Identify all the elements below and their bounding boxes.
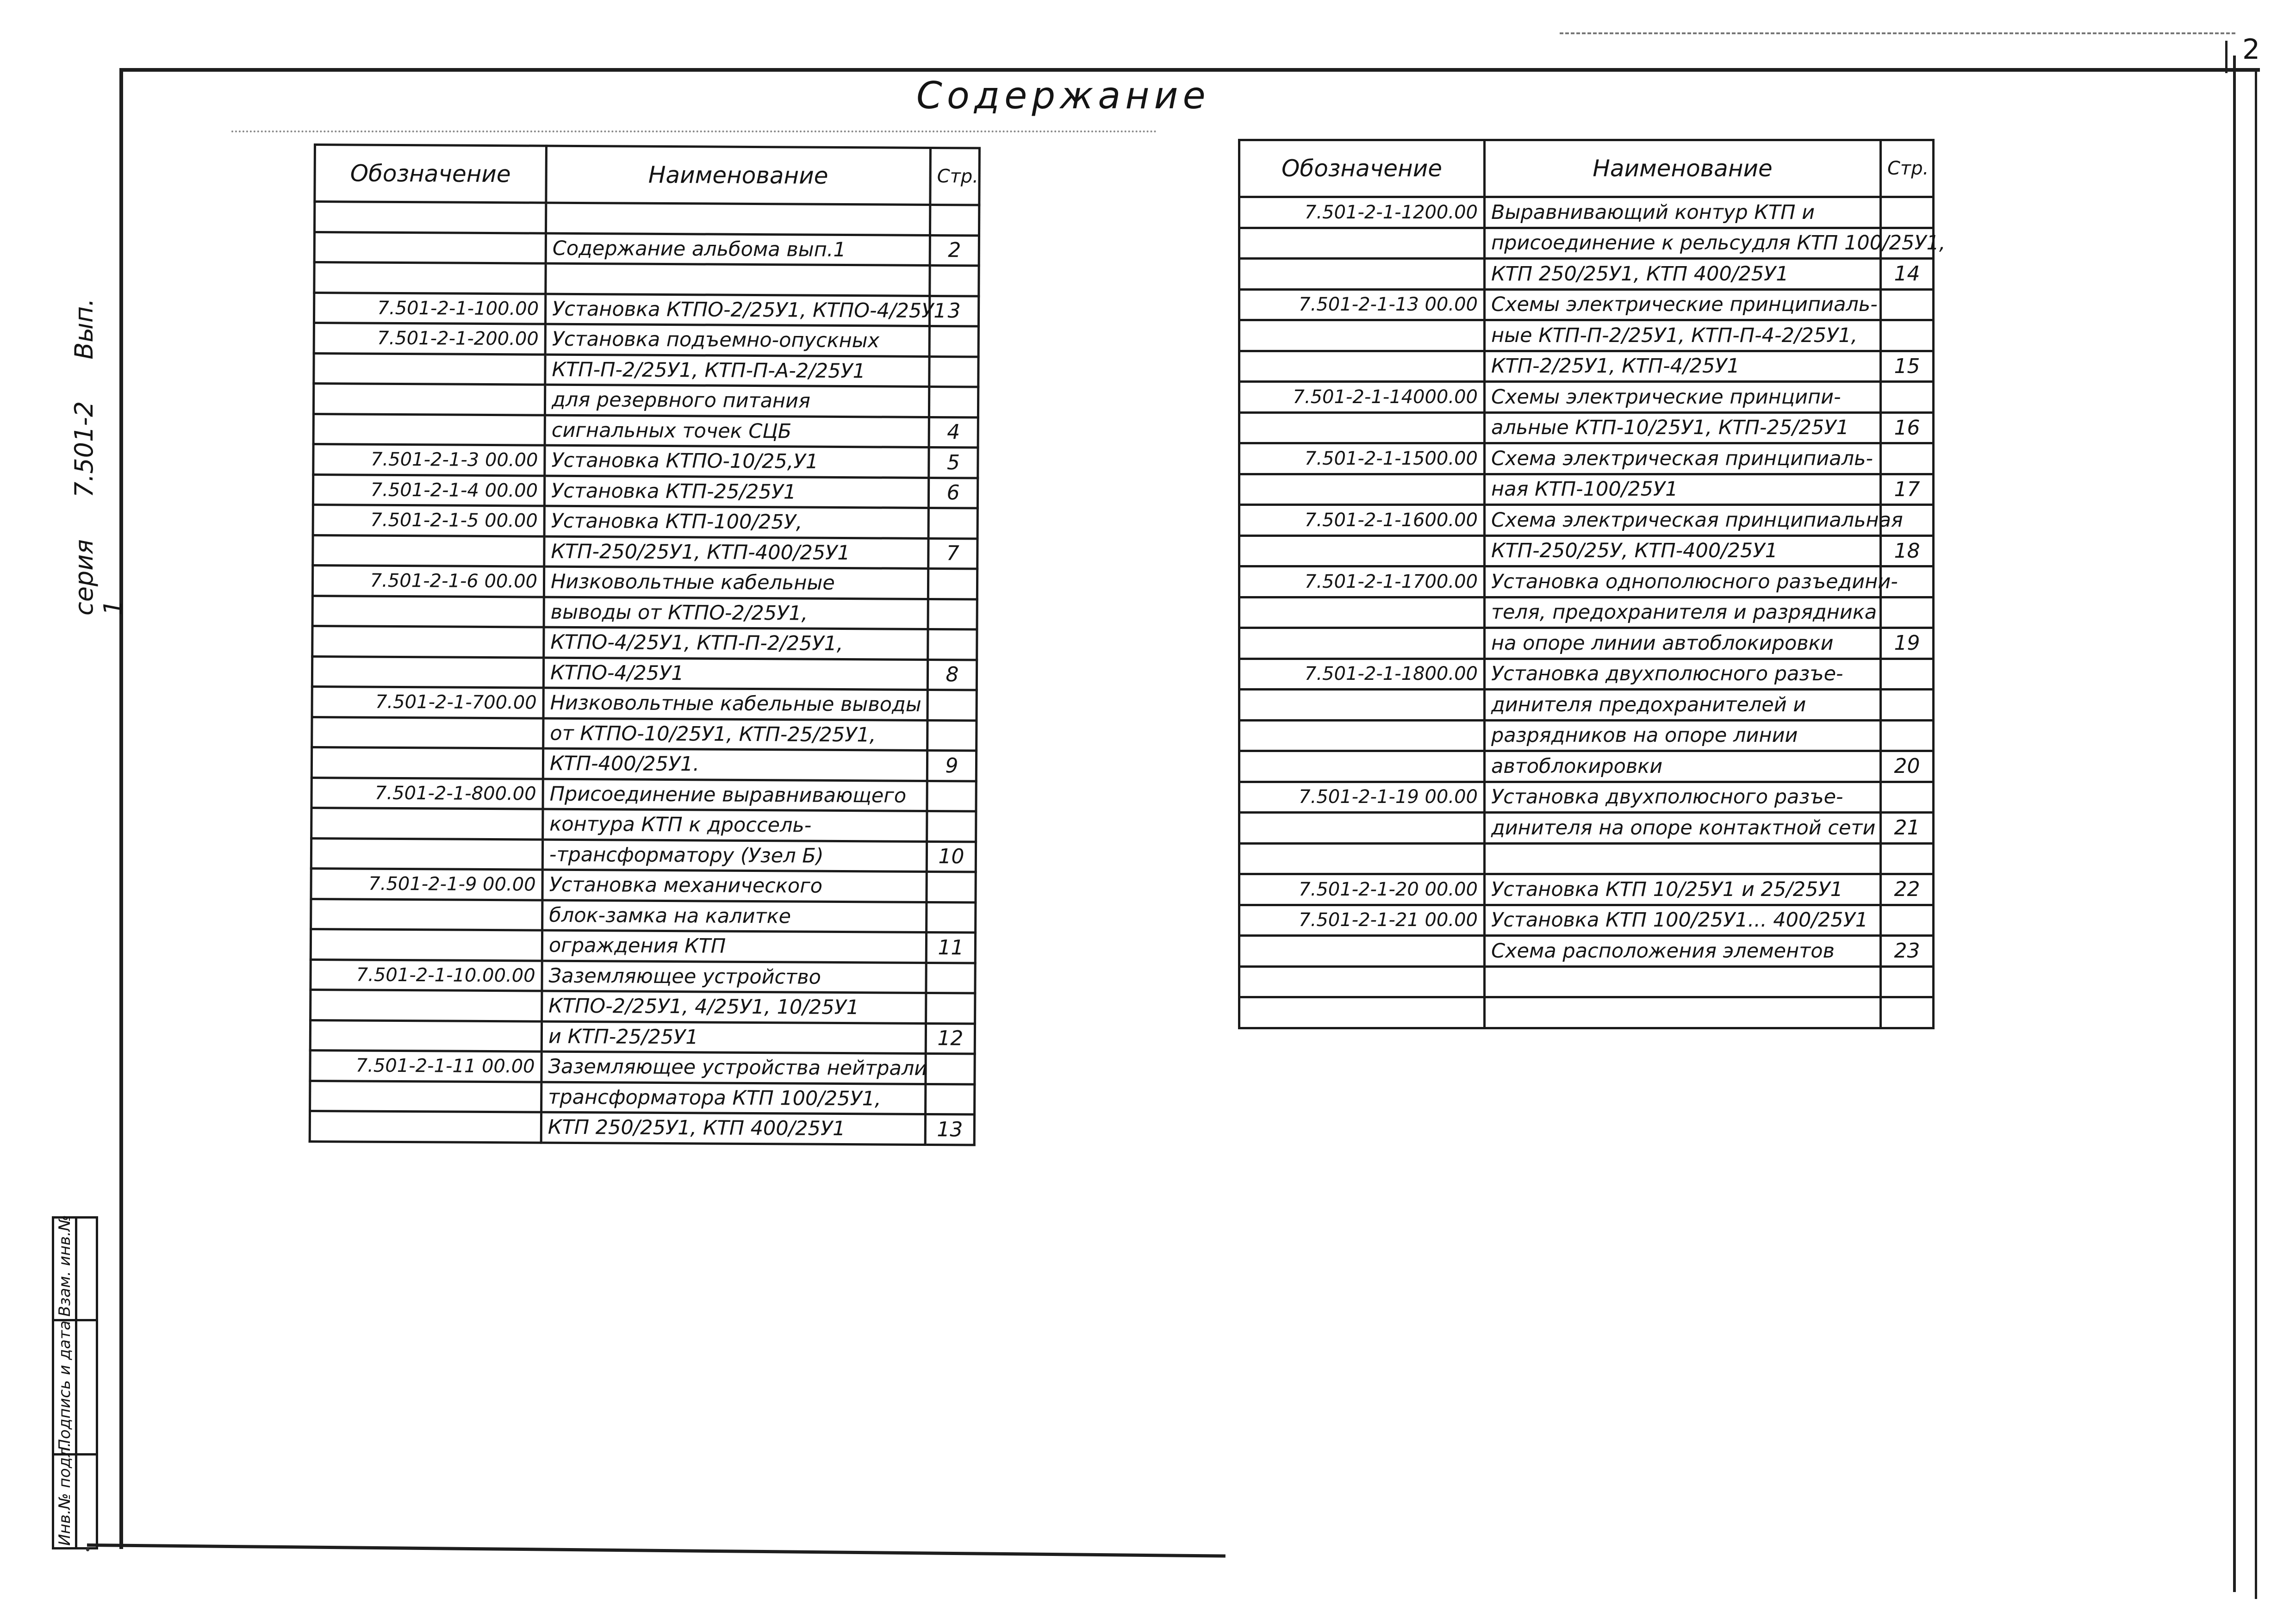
table-row	[311, 899, 976, 933]
table-row	[1239, 566, 1934, 597]
title-dotted-rule	[231, 131, 1157, 132]
designation-cell: 7.501-2-1-800.00	[311, 778, 543, 809]
frame-right-border-outer	[2255, 72, 2257, 1599]
frame-bottom-border	[87, 1543, 1226, 1558]
page-cell: 20	[1881, 751, 1934, 782]
designation-cell	[1239, 228, 1485, 259]
header-name: Наименование	[546, 146, 931, 205]
designation-cell: 7.501-2-1-10.00.00	[311, 959, 542, 991]
header-designation: Обозначение	[315, 145, 547, 203]
designation-cell: 7.501-2-1-6 00.00	[312, 566, 544, 597]
name-cell: Низковольтные кабельные	[544, 566, 928, 599]
page-cell: 14	[1881, 259, 1934, 290]
page-cell: 18	[1881, 535, 1934, 566]
table-header-row	[1239, 140, 1934, 197]
page-cell	[1881, 289, 1934, 320]
designation-cell	[311, 989, 542, 1021]
table-row	[1239, 997, 1934, 1028]
designation-cell: 7.501-2-1-5 00.00	[313, 505, 544, 536]
frame-top-border	[123, 68, 2260, 72]
name-cell: КТП-250/25У1, КТП-400/25У1	[544, 536, 928, 569]
corner-mark	[86, 1548, 89, 1551]
name-cell: трансформатора КТП 100/25У1,	[541, 1082, 926, 1114]
designation-cell	[311, 838, 542, 870]
designation-cell	[312, 717, 543, 748]
designation-cell	[1239, 412, 1485, 443]
header-page: Стр.	[930, 148, 980, 205]
designation-cell	[1239, 597, 1485, 628]
name-cell: Установка КТП-25/25У1	[544, 476, 928, 508]
table-row	[314, 232, 979, 266]
page-cell	[1881, 720, 1934, 751]
table-row	[1239, 782, 1934, 813]
designation-cell	[311, 808, 543, 839]
name-cell: Установка КТПО-2/25У1, КТПО-4/25У1	[545, 294, 929, 326]
series-label	[69, 292, 128, 616]
page-cell: 7	[928, 538, 977, 569]
name-cell: Установка двухполюсного разъе-	[1485, 782, 1881, 813]
name-cell: разрядников на опоре линии	[1485, 720, 1881, 751]
table-row	[312, 717, 977, 751]
name-cell: -трансформатору (Узел Б)	[542, 840, 927, 872]
name-cell: Схемы электрические принципи-	[1485, 382, 1881, 413]
name-cell: присоединение к рельсудля КТП 100/25У1,	[1485, 228, 1881, 259]
name-cell: Содержание альбома вып.1	[546, 233, 930, 266]
name-cell: Низковольтные кабельные выводы	[543, 688, 927, 720]
designation-cell	[1239, 813, 1485, 844]
page-cell	[926, 1084, 975, 1114]
designation-cell	[1239, 259, 1485, 290]
page-cell: 10	[927, 841, 976, 872]
table-row	[1239, 720, 1934, 751]
name-cell: выводы от КТПО-2/25У1,	[544, 597, 928, 629]
name-cell: Установка КТП 100/25У1... 400/25У1	[1485, 905, 1881, 936]
designation-cell	[1239, 320, 1485, 351]
table-row	[1239, 474, 1934, 505]
designation-cell	[1239, 720, 1485, 751]
table-row	[313, 384, 978, 417]
page-cell: 13	[925, 1114, 974, 1145]
designation-cell	[314, 262, 546, 294]
table-row	[310, 1111, 974, 1145]
table-row	[312, 596, 977, 629]
table-row	[1239, 443, 1934, 474]
designation-cell: 7.501-2-1-1200.00	[1239, 197, 1485, 228]
table-row	[311, 959, 975, 993]
designation-cell	[1239, 690, 1485, 721]
designation-cell	[1239, 535, 1485, 566]
name-cell: Схемы электрические принципиаль-	[1485, 289, 1881, 320]
name-cell: Установка подъемно-опускных	[545, 324, 929, 356]
table-row	[1239, 936, 1934, 967]
page-cell	[928, 568, 977, 599]
name-cell: КТП-400/25У1.	[543, 748, 927, 781]
name-cell: автоблокировки	[1485, 751, 1881, 782]
designation-cell	[310, 1081, 541, 1112]
name-cell	[546, 203, 930, 235]
designation-cell	[311, 899, 542, 930]
designation-cell: 7.501-2-1-11 00.00	[310, 1050, 541, 1082]
document-title: Содержание	[916, 74, 1210, 117]
page-cell	[929, 326, 978, 356]
name-cell: Установка однополюсного разъедини-	[1485, 566, 1881, 597]
name-cell: КТП-2/25У1, КТП-4/25У1	[1485, 351, 1881, 382]
page-cell	[1881, 690, 1934, 721]
table-row	[310, 1050, 975, 1084]
name-cell	[546, 263, 930, 296]
page-cell	[1881, 320, 1934, 351]
table-row	[312, 566, 977, 599]
table-row	[313, 444, 978, 478]
designation-cell: 7.501-2-1-21 00.00	[1239, 905, 1485, 936]
name-cell	[1485, 843, 1881, 874]
designation-cell: 7.501-2-1-200.00	[314, 323, 545, 355]
table-header-row	[315, 145, 980, 205]
table-row	[1239, 905, 1934, 936]
designation-cell: 7.501-2-1-4 00.00	[313, 474, 544, 506]
table-row	[310, 1081, 975, 1114]
contents-table-left-body	[310, 202, 979, 1145]
name-cell: ограждения КТП	[542, 930, 926, 963]
name-cell: Установка КТП-100/25У,	[544, 506, 928, 538]
name-cell	[1485, 966, 1881, 997]
table-row	[1239, 505, 1934, 536]
name-cell: Схема электрическая принципиальная	[1485, 505, 1881, 536]
name-cell: Заземляющее устройство	[542, 961, 926, 993]
designation-cell: 7.501-2-1-1700.00	[1239, 566, 1485, 597]
name-cell: КТПО-4/25У1	[543, 658, 927, 690]
page-cell: 21	[1881, 813, 1934, 844]
page-number: 2	[2242, 33, 2260, 66]
table-row	[310, 1020, 975, 1054]
table-row	[312, 656, 977, 690]
name-cell: Присоединение выравнивающего	[543, 779, 927, 811]
name-cell: Схема расположения элементов	[1485, 936, 1881, 967]
contents-table-right-body	[1239, 197, 1946, 1028]
name-cell: альные КТП-10/25У1, КТП-25/25У1	[1485, 412, 1881, 443]
name-cell: КТПО-4/25У1, КТП-П-2/25У1,	[544, 627, 928, 659]
table-row	[312, 686, 977, 720]
series-word: серия	[69, 539, 99, 616]
designation-cell: 7.501-2-1-1500.00	[1239, 443, 1485, 474]
name-cell: контура КТП к дроссель-	[543, 809, 927, 841]
page-cell	[926, 1053, 975, 1084]
table-row	[1239, 259, 1934, 290]
page-cell	[1881, 659, 1934, 690]
name-cell: КТП-П-2/25У1, КТП-П-А-2/25У1	[545, 355, 929, 387]
page-cell: 17	[1881, 474, 1934, 505]
page-cell	[929, 356, 978, 387]
table-row	[1239, 535, 1934, 566]
table-row	[311, 929, 975, 963]
page-cell	[1881, 382, 1934, 413]
page-cell: 16	[1881, 412, 1934, 443]
name-cell: ная КТП-100/25У1	[1485, 474, 1881, 505]
name-cell: КТП-250/25У, КТП-400/25У1	[1485, 535, 1881, 566]
page-cell: 4	[929, 417, 978, 448]
name-cell: блок-замка на калитке	[542, 900, 927, 933]
name-cell: от КТПО-10/25У1, КТП-25/25У1,	[543, 718, 927, 751]
table-row	[311, 868, 976, 902]
page-cell: 8	[927, 659, 977, 690]
name-cell: КТПО-2/25У1, 4/25У1, 10/25У1	[542, 991, 926, 1023]
table-row	[1239, 197, 1934, 228]
page-cell	[929, 386, 978, 417]
designation-cell: 7.501-2-1-20 00.00	[1239, 874, 1485, 905]
page-cell: 3	[929, 296, 978, 326]
designation-cell	[311, 929, 542, 960]
stamp-inv-podl: Инв.№ подл.	[56, 1442, 74, 1546]
table-row	[1239, 751, 1934, 782]
designation-cell	[313, 535, 544, 566]
table-row	[1239, 843, 1934, 874]
designation-cell	[310, 1020, 541, 1051]
page-cell: 2	[930, 235, 979, 266]
page-cell	[928, 599, 977, 629]
page-cell	[1881, 597, 1934, 628]
stamp-podpis-data: Подпись и дата	[56, 1320, 74, 1451]
designation-cell: 7.501-2-1-1600.00	[1239, 505, 1485, 536]
name-cell: Установка КТП 10/25У1 и 25/25У1	[1485, 874, 1881, 905]
designation-cell: 7.501-2-1-9 00.00	[311, 868, 542, 900]
page-cell	[927, 720, 977, 751]
table-row	[311, 747, 976, 781]
table-row	[1239, 228, 1934, 259]
table-row	[1239, 874, 1934, 905]
table-row	[313, 535, 977, 569]
page-cell: 23	[1881, 936, 1934, 967]
designation-cell	[1239, 351, 1485, 382]
page-cell	[927, 811, 976, 841]
table-row	[1239, 628, 1934, 659]
table-row	[313, 505, 977, 539]
header-designation: Обозначение	[1239, 140, 1485, 197]
table-row	[1239, 813, 1934, 844]
page-cell: 11	[926, 932, 975, 963]
table-row	[1239, 659, 1934, 690]
page-cell	[930, 265, 979, 296]
table-row	[1239, 597, 1934, 628]
table-row	[1239, 351, 1934, 382]
table-row	[314, 323, 978, 357]
table-row	[1239, 690, 1934, 721]
designation-cell: 7.501-2-1-14000.00	[1239, 382, 1485, 413]
designation-cell	[311, 747, 543, 778]
name-cell: динителя на опоре контактной сети	[1485, 813, 1881, 844]
page-cell	[1881, 905, 1934, 936]
page-cell: 19	[1881, 628, 1934, 659]
designation-cell	[312, 596, 544, 627]
name-cell: теля, предохранителя и разрядника	[1485, 597, 1881, 628]
header-page: Стр.	[1881, 140, 1934, 197]
name-cell: на опоре линии автоблокировки	[1485, 628, 1881, 659]
designation-cell	[312, 626, 544, 657]
page-cell: 22	[1881, 874, 1934, 905]
page-cell	[927, 781, 976, 811]
name-cell: и КТП-25/25У1	[541, 1021, 926, 1054]
page-cell	[930, 205, 979, 235]
table-row	[313, 414, 978, 448]
table-row	[314, 262, 979, 296]
table-row	[311, 808, 976, 841]
page-cell	[928, 508, 977, 538]
page-cell: 9	[927, 750, 976, 781]
designation-cell	[314, 353, 545, 385]
top-dashed-line	[1560, 32, 2235, 34]
table-row	[1239, 382, 1934, 413]
contents-table-left	[309, 143, 981, 1146]
designation-cell	[313, 384, 545, 415]
designation-cell: 7.501-2-1-19 00.00	[1239, 782, 1485, 813]
table-row	[311, 838, 976, 872]
page-cell	[926, 963, 975, 993]
table-row	[311, 778, 976, 811]
designation-cell	[313, 414, 545, 445]
table-row	[312, 626, 977, 659]
table-row	[314, 353, 978, 387]
page-cell: 6	[928, 478, 977, 508]
designation-cell: 7.501-2-1-3 00.00	[313, 444, 545, 476]
designation-cell	[1239, 474, 1485, 505]
page-cell	[1881, 782, 1934, 813]
page-cell	[926, 993, 975, 1023]
table-row	[314, 202, 979, 236]
table-row	[311, 989, 975, 1023]
designation-cell: 7.501-2-1-700.00	[312, 686, 543, 718]
name-cell: Установка механического	[542, 870, 927, 902]
name-cell: Установка КТПО-10/25,У1	[545, 445, 929, 478]
table-row	[313, 474, 977, 508]
page-cell	[1881, 966, 1934, 997]
designation-cell	[1239, 966, 1485, 997]
name-cell: ные КТП-П-2/25У1, КТП-П-4-2/25У1,	[1485, 320, 1881, 351]
page-cell	[1881, 997, 1934, 1028]
frame-left-border	[119, 68, 123, 1549]
designation-cell	[1239, 628, 1485, 659]
series-code: 7.501-2	[69, 401, 99, 498]
designation-cell: 7.501-2-1-100.00	[314, 292, 545, 324]
table-row	[1239, 966, 1934, 997]
stamp-column-divider	[75, 1216, 77, 1549]
page-cell	[1881, 843, 1934, 874]
designation-cell: 7.501-2-1-13 00.00	[1239, 289, 1485, 320]
designation-cell: 7.501-2-1-1800.00	[1239, 659, 1485, 690]
table-row	[1239, 412, 1934, 443]
name-cell	[1485, 997, 1881, 1028]
designation-cell	[1239, 936, 1485, 967]
volume-label: Вып. 1	[69, 298, 128, 616]
contents-table-right	[1238, 139, 1946, 1029]
designation-cell	[314, 202, 546, 233]
designation-cell	[1239, 997, 1485, 1028]
designation-cell	[314, 232, 546, 263]
name-cell: сигнальных точек СЦБ	[545, 415, 929, 448]
name-cell: Заземляющее устройства нейтрали	[541, 1051, 926, 1084]
designation-cell	[310, 1111, 541, 1142]
name-cell: Установка двухполюсного разъе-	[1485, 659, 1881, 690]
page-cell	[927, 871, 976, 902]
page-cell	[1881, 443, 1934, 474]
frame-right-border-inner	[2233, 56, 2236, 1592]
name-cell: динителя предохранителей и	[1485, 690, 1881, 721]
name-cell: Выравнивающий контур КТП и	[1485, 197, 1881, 228]
table-row	[1239, 289, 1934, 320]
designation-cell	[1239, 751, 1485, 782]
table-row	[1239, 320, 1934, 351]
name-cell: Схема электрическая принципиаль-	[1485, 443, 1881, 474]
page-cell	[1881, 197, 1934, 228]
stamp-vzam-inv: Взам. инв.№	[56, 1214, 74, 1317]
table-row	[314, 292, 978, 326]
designation-cell	[312, 656, 543, 688]
designation-cell	[1239, 843, 1485, 874]
page-cell: 12	[926, 1023, 975, 1054]
page-cell	[927, 690, 977, 720]
page-cell: 15	[1881, 351, 1934, 382]
name-cell: для резервного питания	[545, 385, 929, 417]
page-cell	[927, 902, 976, 933]
header-name: Наименование	[1485, 140, 1881, 197]
page-cell	[928, 629, 977, 659]
name-cell: КТП 250/25У1, КТП 400/25У1	[541, 1112, 925, 1145]
name-cell: КТП 250/25У1, КТП 400/25У1	[1485, 259, 1881, 290]
page-cell: 5	[929, 447, 978, 478]
